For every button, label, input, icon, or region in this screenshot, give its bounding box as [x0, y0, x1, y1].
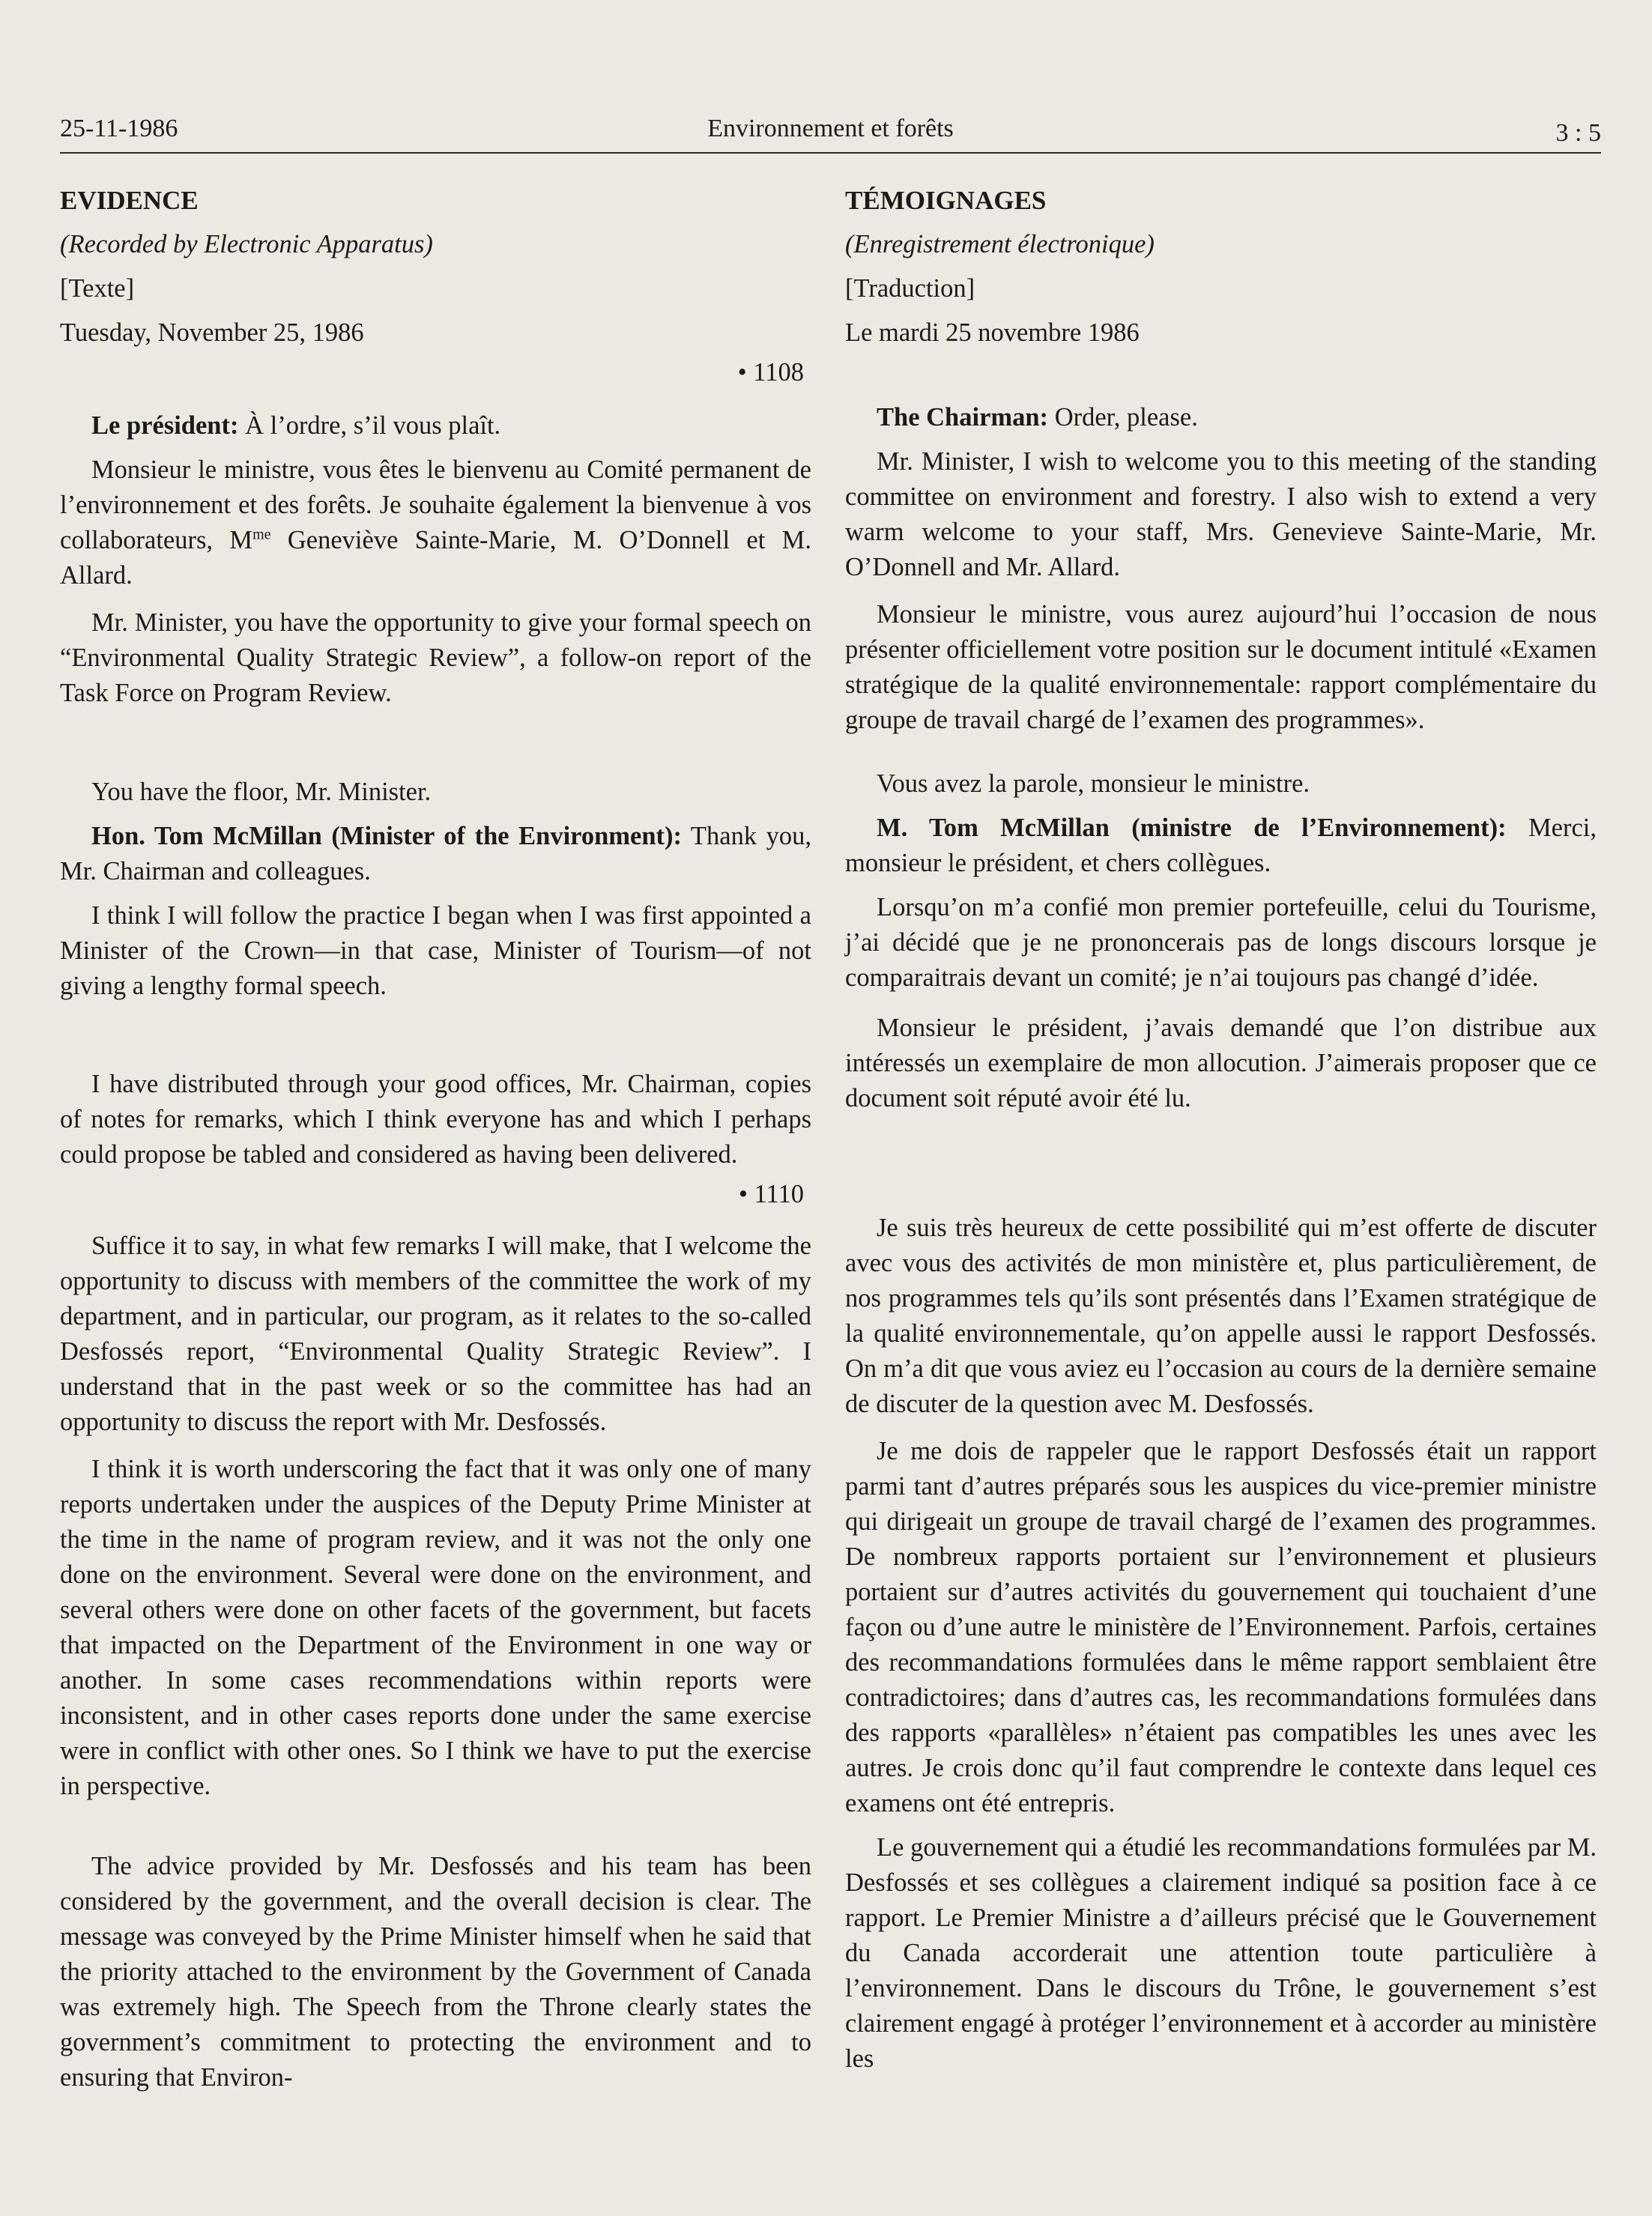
session-date: Tuesday, November 25, 1986 — [60, 318, 364, 347]
speaker-name: Hon. Tom McMillan (Minister of the Environment): — [91, 822, 682, 850]
paragraph: Lorsqu’on m’a confié mon premier portefeuille, celui du Tourisme, j’ai décidé que je ne prononcerais pas de longs discours lorsque je comparaitrais devant un comité; je n’ai toujours pas changé d’idée. — [845, 893, 1597, 992]
section-subheading: (Recorded by Electronic Apparatus) — [60, 230, 433, 258]
paragraph: I think I will follow the practice I began when I was first appointed a Minister of the Crown—in that case, Minister of Tourism—of not giving a lengthy formal speech. — [60, 901, 811, 1000]
paragraph: Suffice it to say, in what few remarks I will make, that I welcome the opportunity to discuss with members of the committee the work of my department, and in particular, our program, as it relates to the so-called Desfossés report, “Environmental Quality Strategic Review”. I understand that in the past week or so the committee has had an opportunity to discuss the report with Mr. Desfossés. — [60, 1232, 811, 1436]
paragraph: The Chairman: Order, please. — [877, 403, 1198, 432]
paragraph: Monsieur le président, j’avais demandé que l’on distribue aux intéressés un exemplaire de mon allocution. J’aimerais proposer que ce document soit réputé avoir été lu. — [845, 1014, 1597, 1112]
paragraph: Je me dois de rappeler que le rapport Desfossés était un rapport parmi tant d’autres préparés sous les auspices du vice-premier ministre qui dirigeait un groupe de travail chargé de l’examen des programmes. De nombreux rapports portaient sur l’environnement et plusieurs portaient sur d’autres activités du gouvernement qui touchaient d’une façon ou d’une autre le ministère de l’Environnement. Parfois, certaines des recommandations formulées dans le même rapport semblaient être contradictoires; dans d’autres cas, les recommandations formulées dans des rapports «parallèles» n’étaient pas compatibles les unes avec les autres. Je crois donc qu’il faut comprendre le contexte dans lequel ces examens ont été entrepris. — [845, 1437, 1597, 1817]
paragraph: M. Tom McMillan (ministre de l’Environnement): Merci, monsieur le président, et chers collègues. — [845, 814, 1597, 877]
paragraph: Je suis très heureux de cette possibilité qui m’est offerte de discuter avec vous des activités de mon ministère et, plus particulièrement, de nos programmes tels qu’ils sont présentés dans l’Examen stratégique de la qualité environnementale, qu’on appelle aussi le rapport Desfossés. On m’a dit que vous aviez eu l’occasion au cours de la dernière semaine de discuter de la question avec M. Desfossés. — [845, 1214, 1597, 1418]
paragraph: I think it is worth underscoring the fact that it was only one of many reports undertaken under the auspices of the Deputy Prime Minister at the time in the name of program review, and it was not the only one done on the environment. Several were done on the environment, and several others were done on other facets of the government, but facets that impacted on the Department of the Environment in one way or another. In some cases recommendations within reports were inconsistent, and in other cases reports done under the same exercise were in conflict with other ones. So I think we have to put the exercise in perspective. — [60, 1455, 811, 1800]
french-column — [845, 183, 1597, 2077]
paragraph: I have distributed through your good offices, Mr. Chairman, copies of notes for remarks, which I think everyone has and which I perhaps could propose be tabled and considered as having been delivered. — [60, 1070, 811, 1169]
paragraph: You have the floor, Mr. Minister. — [91, 778, 432, 806]
page-header — [60, 112, 1601, 145]
source-note: [Texte] — [60, 274, 135, 303]
paragraph: Le gouvernement qui a étudié les recommandations formulées par M. Desfossés et ses collègues a clairement indiqué sa position face à ce rapport. Le Premier Ministre a d’ailleurs précisé que le Gouvernement du Canada accorderait une attention toute particulière à l’environnement. Dans le discours du Trône, le gouvernement s’est clairement engagé à protéger l’environnement et à accorder au ministère les — [845, 1833, 1597, 2073]
time-marker: • 1108 — [737, 358, 804, 387]
english-column — [60, 183, 811, 2095]
section-heading: TÉMOIGNAGES — [845, 186, 1047, 215]
speaker-name: Le président: — [91, 411, 239, 440]
header-date: 25-11-1986 — [60, 115, 178, 142]
paragraph: Hon. Tom McMillan (Minister of the Environment): Thank you, Mr. Chairman and colleagues. — [60, 822, 811, 886]
section-heading: EVIDENCE — [60, 186, 199, 215]
header-rule — [60, 152, 1601, 154]
source-note: [Traduction] — [845, 274, 975, 303]
paragraph: Le président: À l’ordre, s’il vous plaît. — [91, 411, 501, 440]
section-subheading: (Enregistrement électronique) — [845, 230, 1155, 258]
header-title: Environnement et forêts — [707, 115, 954, 142]
paragraph: Monsieur le ministre, vous aurez aujourd’hui l’occasion de nous présenter officiellement votre position sur le document intitulé «Examen stratégique de la qualité environnementale: rapport complémentaire du groupe de travail chargé de l’examen des programmes». — [845, 600, 1597, 734]
speaker-name: M. Tom McMillan (ministre de l’Environnement): — [877, 814, 1507, 842]
time-marker: • 1110 — [738, 1180, 804, 1208]
paragraph: Monsieur le ministre, vous êtes le bienvenu au Comité permanent de l’environnement et des forêts. Je souhaite également la bienvenue à vos collaborateurs, $M^{me}$ Geneviève Sainte-Marie, M. O’Donnell et M. Allard. — [60, 455, 811, 590]
paragraph: The advice provided by Mr. Desfossés and his team has been considered by the government, and the overall decision is clear. The message was conveyed by the Prime Minister himself when he said that the priority attached to the environment by the Government of Canada was extremely high. The Speech from the Throne clearly states the government’s commitment to protecting the environment and to ensuring that Environ- — [60, 1852, 811, 2092]
paragraph: Mr. Minister, I wish to welcome you to this meeting of the standing committee on environment and forestry. I also wish to extend a very warm welcome to your staff, Mrs. Genevieve Sainte-Marie, Mr. O’Donnell and Mr. Allard. — [845, 447, 1597, 581]
paragraph: Mr. Minister, you have the opportunity to give your formal speech on “Environmental Quality Strategic Review”, a follow-on report of the Task Force on Program Review. — [60, 608, 811, 707]
session-date: Le mardi 25 novembre 1986 — [845, 318, 1140, 347]
paragraph: Vous avez la parole, monsieur le ministre. — [877, 769, 1310, 798]
speaker-name: The Chairman: — [877, 403, 1049, 432]
page-number: 3 : 5 — [1555, 119, 1601, 147]
